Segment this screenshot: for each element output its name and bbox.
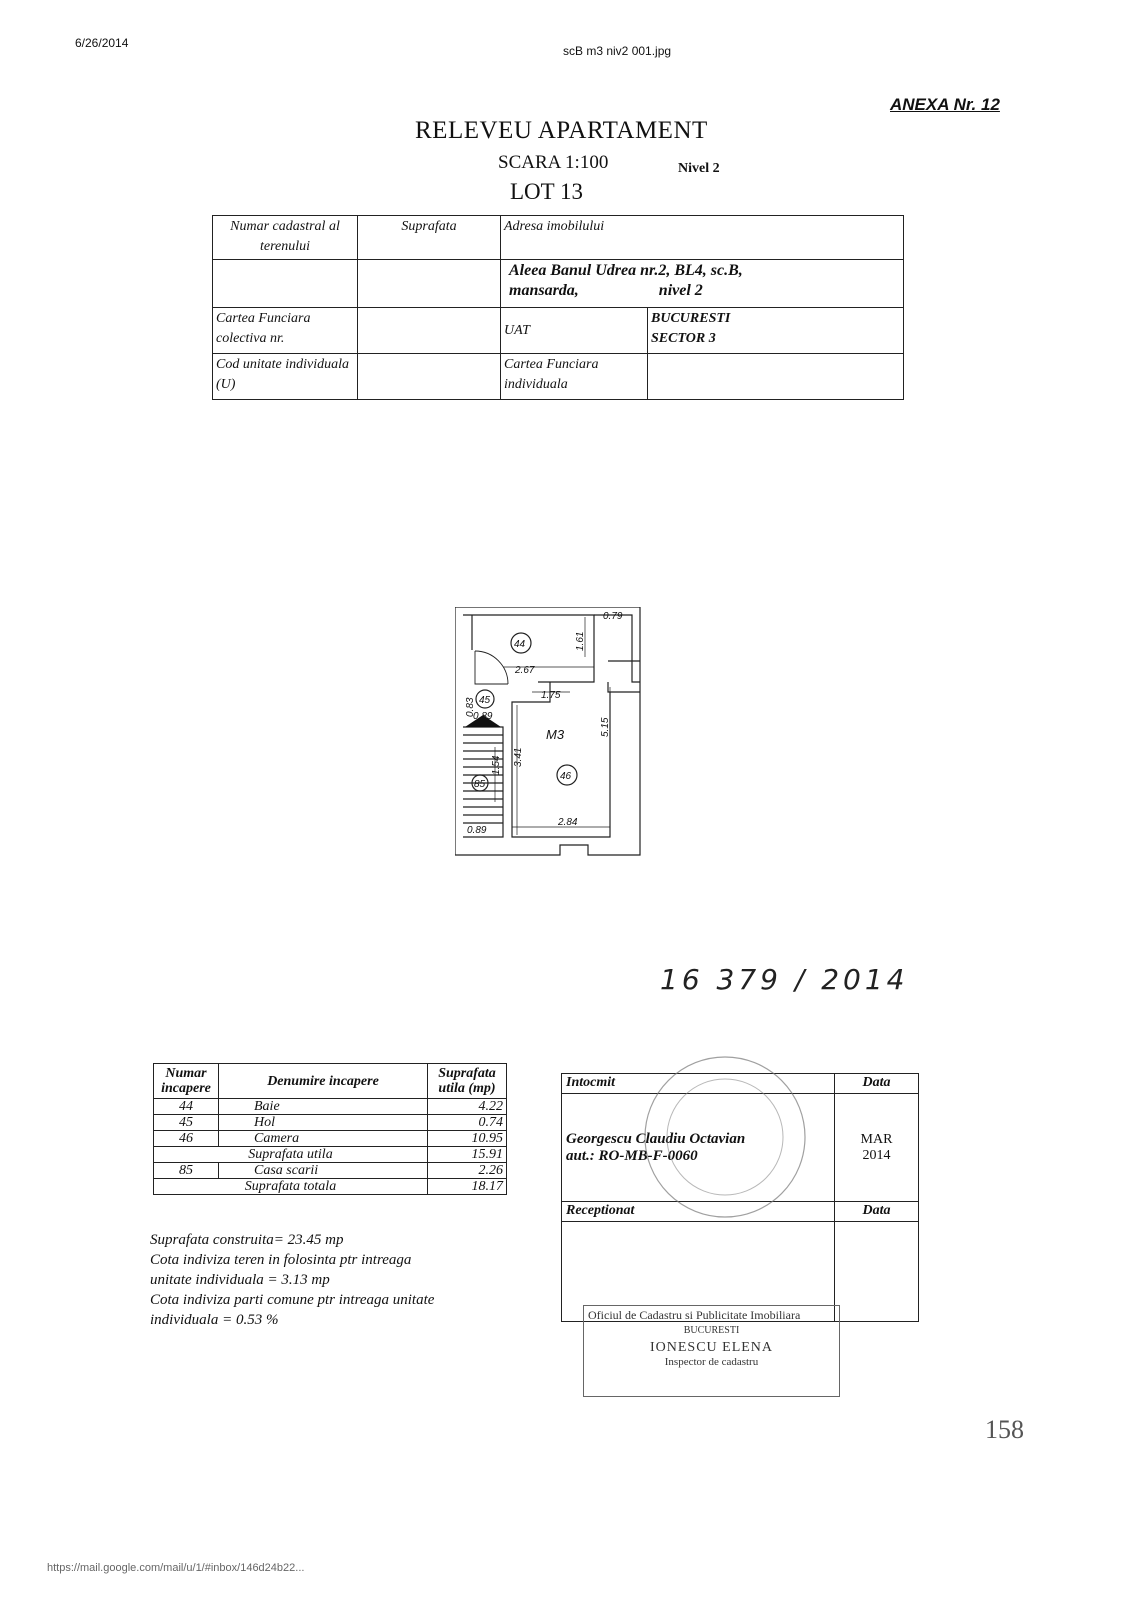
total-label: Suprafata totala — [154, 1179, 428, 1195]
received-date-value — [835, 1222, 919, 1322]
dim-1-75: 1.75 — [541, 690, 561, 701]
dim-3-41: 3.41 — [513, 747, 524, 767]
property-info-table — [212, 215, 904, 400]
print-url: https://mail.google.com/mail/u/1/#inbox/146d24b22... — [47, 1562, 305, 1574]
print-date: 6/26/2014 — [75, 36, 129, 50]
cf-individual-label: Cartea Funciara individuala — [501, 354, 648, 400]
cadastral-number-value — [213, 260, 358, 308]
subtotal-value: 15.91 — [428, 1147, 507, 1163]
received-by-label: Receptionat — [562, 1202, 835, 1222]
date-label: Data — [835, 1074, 919, 1094]
address-line-2b: nivel 2 — [658, 282, 703, 299]
subtotal-label: Suprafata utila — [154, 1147, 428, 1163]
cf-collective-value — [358, 308, 501, 354]
room-area: 4.22 — [428, 1099, 507, 1115]
scale-label: SCARA 1:100 — [498, 152, 609, 173]
room-label-85: 85 — [474, 779, 486, 790]
office-name: Oficiul de Cadastru si Publicitate Imobiliara — [588, 1308, 801, 1322]
address-label: Adresa imobilului — [501, 216, 904, 260]
built-surface-note: Suprafata construita= 23.45 mp — [150, 1232, 344, 1248]
dim-2-67: 2.67 — [515, 665, 535, 676]
room-number: 85 — [154, 1163, 219, 1179]
cadastral-number-label: Numar cadastral al terenului — [213, 216, 358, 260]
unit-code-label: Cod unitate individuala (U) — [213, 354, 358, 400]
floor-plan — [455, 607, 645, 867]
room-label-46: 46 — [560, 771, 572, 782]
document-title: RELEVEU APARTAMENT — [415, 117, 708, 144]
table-row — [154, 1163, 507, 1179]
registration-number-handwritten: 16 379 / 2014 — [660, 963, 909, 996]
dim-2-84: 2.84 — [558, 817, 578, 828]
col-header-room-name: Denumire incapere — [219, 1064, 428, 1099]
room-name: Casa scarii — [219, 1163, 428, 1179]
room-label-45: 45 — [479, 695, 491, 706]
dim-0-79: 0.79 — [603, 611, 623, 622]
date-label-2: Data — [835, 1202, 919, 1222]
office-city: BUCURESTI — [683, 1325, 740, 1336]
uat-label: UAT — [501, 308, 648, 354]
room-area: 10.95 — [428, 1131, 507, 1147]
room-area: 0.74 — [428, 1115, 507, 1131]
unit-code-value — [358, 354, 501, 400]
drafted-by-label: Intocmit — [562, 1074, 835, 1094]
uat-sector: SECTOR 3 — [651, 331, 716, 346]
room-number: 44 — [154, 1099, 219, 1115]
surface-value — [358, 260, 501, 308]
room-name: Hol — [219, 1115, 428, 1131]
table-row — [154, 1131, 507, 1147]
col-header-area: Suprafata utila (mp) — [428, 1064, 507, 1099]
inspector-name: IONESCU ELENA — [649, 1340, 774, 1355]
page-mark: 158 — [985, 1415, 1024, 1444]
surveyor-name: Georgescu Claudiu Octavian — [566, 1130, 746, 1147]
rooms-table — [153, 1063, 507, 1195]
surface-label: Suprafata — [358, 216, 501, 260]
room-number: 45 — [154, 1115, 219, 1131]
dim-1-54: 1.54 — [491, 755, 502, 775]
date-year: 2014 — [862, 1147, 891, 1163]
room-area: 2.26 — [428, 1163, 507, 1179]
date-month: MAR — [860, 1131, 893, 1147]
surveyor-authorization: aut.: RO-MB-F-0060 — [566, 1147, 698, 1164]
common-parts-share-note: Cota indiviza parti comune ptr intreaga unitate individuala = 0.53 % — [150, 1292, 435, 1328]
table-row — [154, 1115, 507, 1131]
level-label: Nivel 2 — [678, 161, 720, 176]
surface-notes — [150, 1230, 450, 1330]
room-name: Baie — [219, 1099, 428, 1115]
cf-individual-value — [648, 354, 904, 400]
address-line-1: Aleea Banul Udrea nr.2, BL4, sc.B, — [509, 262, 743, 279]
uat-city: BUCURESTI — [651, 311, 731, 326]
print-filename: scB m3 niv2 001.jpg — [563, 44, 672, 58]
col-header-room-number: Numar incapere — [154, 1064, 219, 1099]
dim-0-83: 0.83 — [465, 697, 476, 717]
inspector-title: Inspector de cadastru — [664, 1356, 759, 1368]
room-label-44: 44 — [514, 639, 526, 650]
dim-1-61: 1.61 — [575, 631, 586, 651]
surveyor-seal-icon — [640, 1052, 810, 1222]
land-share-note: Cota indiviza teren in folosinta ptr intreaga unitate individuala = 3.13 mp — [150, 1252, 412, 1288]
dim-0-89-bottom: 0.89 — [467, 825, 487, 836]
room-name: Camera — [219, 1131, 428, 1147]
total-value: 18.17 — [428, 1179, 507, 1195]
dim-0-89-top: 0.89 — [473, 711, 493, 722]
subtotal-row — [154, 1147, 507, 1163]
total-row — [154, 1179, 507, 1195]
room-number: 46 — [154, 1131, 219, 1147]
lot-label: LOT 13 — [510, 179, 584, 204]
address-line-2a: mansarda, — [509, 282, 579, 299]
dim-5-15: 5.15 — [600, 717, 611, 737]
cf-collective-label: Cartea Funciara colectiva nr. — [213, 308, 358, 354]
table-row — [154, 1099, 507, 1115]
anexa-label: ANEXA Nr. 12 — [890, 95, 1000, 114]
cadastre-office-stamp — [583, 1305, 840, 1397]
apartment-label: M3 — [546, 727, 565, 742]
